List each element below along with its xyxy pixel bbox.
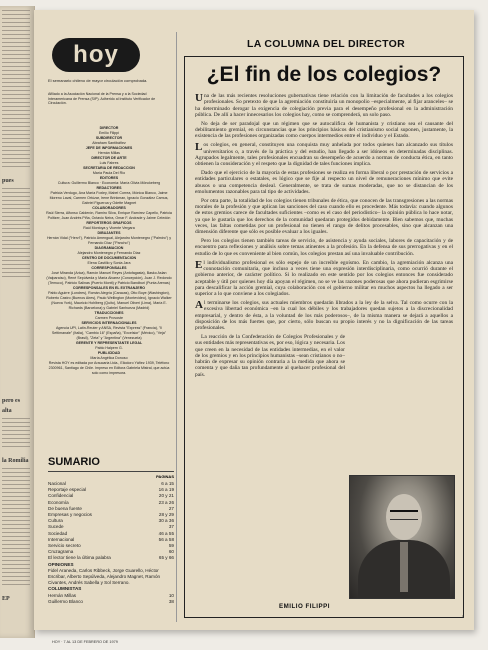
- previous-page-text: [2, 10, 30, 170]
- sumario-page: 28 y 29: [158, 512, 174, 518]
- director-column: [184, 38, 468, 623]
- staff-names: María Paula Del Río: [92, 171, 126, 175]
- staff-entry: [46, 286, 172, 311]
- staff-names: Abraham Santibáñez: [92, 141, 126, 145]
- previous-page-fragment: la Romilia: [2, 458, 29, 464]
- article-box: [184, 56, 464, 618]
- photo-glasses: [390, 510, 418, 520]
- staff-role: CENTRO DE DOCUMENTACION: [81, 256, 137, 260]
- staff-entry: [46, 351, 172, 361]
- staff-entry: [46, 136, 172, 146]
- article-paragraph: Pero los colegios tienen también tareas de servicio, de asistencia y ayuda sociales, labores de capacitación y de encuentro para reflexiones y análisis sobre temas atinentes a la profesión. En la defensa de sus prerrogativas y en el estudio de lo que es conveniente al bien común, los colegios prestan así una invaluable contribución.: [195, 238, 453, 257]
- article-paragraph: Los colegios, en general, constituyen una conquista muy anhelada por todos quienes han alcanzado sus títulos universitarios o, a través de la práctica y del estudio, han llegado a ser idóneos en determinadas disciplinas. Agrupados legalmente, tales profesionales encuadran su desempeño de acuerdo a normas de conducta ética, en tanto obtienen la consideración y el respeto que la dignidad de tales funciones implica.: [195, 141, 453, 168]
- sumario-pages-label: PAGINAS: [156, 474, 174, 479]
- staff-names: Emilio Filippi: [98, 131, 120, 135]
- sumario-list: [48, 481, 174, 605]
- sumario-page: 38: [168, 598, 174, 604]
- previous-page-fragment: EP: [2, 596, 10, 602]
- staff-role: CORRESPONSALES EN EL EXTRANJERO: [72, 286, 146, 290]
- staff-names: María Angélica Donoso: [90, 356, 128, 360]
- previous-page-fragment: alta: [2, 408, 12, 414]
- sumario-page: 46 a 55: [158, 530, 174, 536]
- previous-page-fragment: pues: [2, 178, 14, 184]
- sumario-row: [48, 599, 174, 605]
- staff-names: Alejandro Montenegro y Fernando Díaz: [77, 251, 141, 255]
- sumario-label: Empresas y negocios: [48, 512, 92, 518]
- sumario-label: Cruzagrama: [48, 549, 74, 555]
- staff-entry: [46, 266, 172, 286]
- previous-page-fragment: pero es: [2, 398, 21, 404]
- previous-page-text: [2, 418, 30, 448]
- staff-names: Revista HOY es editada por Araucaria Ltda., Eliodoro Yáñez 1939, Teléfono 2300961, Santiago de Chile. Impreso en Editora Gabriela Mistral, que actúa solo como impresora.: [48, 361, 170, 375]
- hoy-logo: hoy: [52, 38, 140, 72]
- staff-names: Cultura: Guillermo Blanco · Economía: María Olivia Mönckeberg: [57, 181, 161, 185]
- sumario-label: El lector tiene la última palabra: [48, 555, 111, 561]
- staff-entry: [46, 186, 172, 206]
- staff-entry: [46, 176, 172, 186]
- sumario-label: Cultura: [48, 518, 63, 524]
- sumario-title: SUMARIO: [48, 456, 100, 468]
- staff-entry: [46, 206, 172, 221]
- staff-entry: [46, 126, 172, 136]
- article-paragraph: No deja de ser paradojal que un régimen que se autocalifica de humanista y cristiano sea el causante del debilitamiento gremial, en circunstancias que los principios básicos del cristianismo social suponen, justamente, la existencia de las profesiones organizadas como cuerpos intermedios entre el individuo y el Estado.: [195, 120, 453, 140]
- article-body: [195, 93, 453, 381]
- staff-names: Raúl Sierra, Alfonso Calderón, Ramiro Silva, Enrique Ramírez Capello, Patricia Politzer, Juan Andrés Piña, Octavio Neira, Omar F. Andrade y Jaime Celedón: [46, 211, 172, 220]
- sumario-divider: [48, 471, 174, 472]
- sumario-label: Confidencial: [48, 493, 74, 499]
- column-kicker: LA COLUMNA DEL DIRECTOR: [247, 38, 405, 50]
- staff-role: JEFE DE INFORMACIONES: [85, 146, 133, 150]
- sumario-label: Fidel Araneda, Carlos Ribbeck, Jorge Guarello, Héctor Escribar, Alberto Sepúlveda, Alejandro Magnet, Ramón Civantes, Andrés Sabella y Sol Serrano.: [48, 567, 161, 586]
- sumario-page: 60: [168, 549, 174, 555]
- sumario-page: 65 y 66: [158, 555, 174, 561]
- sumario-page: 30 a 36: [158, 518, 174, 524]
- author-photo: [349, 475, 455, 599]
- staff-role: GERENTE Y REPRESENTANTE LEGAL: [75, 341, 143, 345]
- masthead-column: [42, 38, 174, 644]
- sumario-label: Internacional: [48, 536, 75, 542]
- sumario-page: 27: [168, 505, 174, 511]
- staff-names: Carmen Provoste: [95, 316, 123, 320]
- previous-page-text: [2, 468, 30, 588]
- article-paragraph: Una de las más recientes resoluciones gubernativas tiene relación con la limitación de facultades a los colegios profesionales. So pretexto de que la agremiación constituiría un monopolio –especialmente, al fijar aranceles– se ha determinado derogar la exigencia de colegiación previa para el desempeño profesional en la administración pública. De allí a hacer innecesarios los colegios hay, como se comprenderá, un solo paso.: [195, 92, 453, 118]
- staff-role: REPORTEROS GRAFICOS: [86, 221, 132, 225]
- staff-entry: [46, 321, 172, 341]
- staff-names: Pablo Halpern G.: [95, 346, 123, 350]
- staff-entry: [46, 156, 172, 166]
- staff-role: DIRECTOR DE ARTE: [91, 156, 127, 160]
- photo-tie: [400, 542, 408, 592]
- article-paragraph: Dado que el ejercicio de la mayoría de estas profesiones se realiza en forma liberal o por prestación de servicios a entidades particulares o estatales, es lógico que se fije al respecto un nivel de remuneraciones mínimo que evite abusos o una competencia desleal. Generalmente, se trata de sumas moderadas, que no se distancian de los emolumentos razonables para tal tipo de actividades.: [195, 170, 453, 195]
- staff-names: Raúl Montoya y Vicente Vergara: [83, 226, 135, 230]
- sumario-label: Economía: [48, 499, 69, 505]
- column-divider: [176, 32, 177, 622]
- staff-entry: [46, 311, 172, 321]
- sumario-label: Guillermo Blanco: [48, 598, 83, 604]
- staff-names: José Miranda (Arica), Ramón Manuel Reyes (Antofagasta), Basko Aslan (Valparaíso), René Sepúlveda y María Alvarez (Concepción), Juan J. Redondo (Temuco), Patricio Salinas (Puerto Montt) y Patricio Bandburi (Punta Arenas): [46, 271, 172, 285]
- tagline: El semanario chileno de mayor circulación comprobada.: [48, 78, 148, 83]
- sumario-page: 56 a 58: [158, 536, 174, 542]
- staff-entry: [46, 221, 172, 231]
- article-paragraph: Por otra parte, la totalidad de los colegios tienen tribunales de ética, que conocen de las transgresiones a las normas morales de la profesión y que aplican las sanciones del caso cuando ello es procedente. Más todavía: cuando algunos de estos gremios carece de facultades suficientes –como es el caso del periodístico– la opinión pública lo hace notar, ya que le gustaría que los derechos de la comunidad quedaran protegidos debidamente. Bien sabemos que, muchas veces, las faltas cometidas por un profesional no tienen el rango de delitos procesables, sino que alcanzan una dimensión diferente que sólo es posible evaluar a los iguales.: [195, 197, 453, 236]
- sumario-label: COLUMNISTAS: [48, 586, 82, 592]
- sumario-label: Nacional: [48, 481, 66, 486]
- issue-footer: HOY · 7 AL 13 DE FEBRERO DE 1979: [52, 640, 118, 644]
- previous-page-text: [2, 188, 30, 278]
- staff-names: Hernán Millas: [98, 151, 120, 155]
- sumario-page: 20 y 21: [158, 493, 174, 499]
- sumario-page: 16 a 19: [158, 487, 174, 493]
- article-paragraph: El individualismo profesional es sólo espejo de un increíble egoísmo. En cambio, la agremiación alcanza una connotación comunitaria, que incluso a veces tiene una expresión interdisciplinaria, como ocurrió durante el gobierno anterior, de carácter político. Si lo realizado en este sentido por los colegios entonces fue considerado aceptable y útil por quienes hoy día apoyan el régimen, no se ve las razones poderosas que ahora pudieran esgrimirse para descalificar la acción gremial, cuya colaboración con el gobierno militar en muchos aspectos ha llegado a ser superior a lo que conviene a los colegiados.: [195, 258, 453, 298]
- staff-entry: [46, 231, 172, 246]
- staff-role: SECRETARIA DE REDACCION: [83, 166, 135, 170]
- sumario-row: [48, 568, 174, 587]
- sumario-label: OPINIONES: [48, 561, 74, 567]
- staff-entry: [46, 246, 172, 256]
- sumario-page: 6 a 15: [161, 481, 174, 486]
- staff-names: Elena Castillo y Sonia Jara: [87, 261, 131, 265]
- sumario-page: 23 a 26: [158, 499, 174, 505]
- staff-names: Patricia Verdugo, Ana María Foxley, Mabel Correa, Mónica Blanco, Jaime Moreno Laval, Carmen Ortúzar, Irene Brinkman, Ignacio González Camus, Gabriel Figueroa y Odette Magnet: [49, 191, 169, 205]
- affiliations: Afiliado a la Asociación Nacional de la Prensa y a la Sociedad Interamericana de Prensa (SIP). Adherido al Instituto Verificador de Circulación.: [48, 92, 156, 105]
- magazine-page: [34, 10, 474, 644]
- staff-role: TRADUCCIONES: [94, 311, 124, 315]
- staff-entry: [46, 256, 172, 266]
- staff-list: [46, 126, 172, 376]
- staff-entry: [46, 341, 172, 351]
- sumario-label: Reportaje especial: [48, 487, 87, 493]
- staff-role: PUBLICIDAD: [97, 351, 121, 355]
- staff-role: COLABORADORES: [92, 206, 126, 210]
- page-number: 5: [462, 614, 465, 619]
- staff-role: DIBUJANTES: [97, 231, 121, 235]
- sumario-page: 10: [168, 592, 174, 598]
- sumario-page: 37: [168, 524, 174, 530]
- staff-role: REDACTORES: [96, 186, 122, 190]
- staff-names: Luis Fabres: [99, 161, 119, 165]
- article-paragraph: Al terminarse los colegios, sus actuales miembros quedarán librados a la ley de la selva. Tal como ocurre con la excesiva libertad económica –en la cual los débiles y los trabajadores quedan sujetos a la discrecionalidad empresarial, y dentro de ésta, a la voluntad de los más poderosos–, de la misma manera se dejará a aquellos a disposición de los más fuertes que, por cierto, sólo buscan su propio interés y no la dignificación de las tareas profesionales.: [195, 299, 453, 332]
- staff-role: SERVICIOS INTERNACIONALES: [81, 321, 137, 325]
- staff-role: DIRECTOR: [99, 126, 119, 130]
- staff-names: Pablo Aguirre (Londres), Román Alegría (Caracas), Otto Boye (Washington), Roberto Castro (Buenos Aires), Paulo Wellington (Montevideo), Ignacio Walker (Nueva York), Mauricio Hohlberg (Quito), Manuel Oliveri (Lima), María E. Richards (Barcelona) y Gabriel Sanhueza (Madrid): [46, 291, 172, 310]
- sumario-label: Servicio secreto: [48, 543, 81, 549]
- sumario-label: Hernán Millas: [48, 592, 77, 598]
- article-paragraph: La reacción de la Confederación de Colegios Profesionales y de sus entidades más representativas es, por eso, lógica y necesaria. Los que creen en la necesidad de las entidades intermedias, en el valor de los gremios y en los principios humanistas –sean cristianos o no– habrán de expresar su opinión contraria a la medida que ahora se comenta y que daña tan profundamente al quehacer profesional del país.: [195, 334, 345, 378]
- sumario-label: Sociedad: [48, 530, 68, 536]
- staff-role: DIAGRAMACION: [94, 246, 124, 250]
- sumario-label: Sucede: [48, 524, 64, 530]
- staff-role: SUBDIRECTOR: [95, 136, 123, 140]
- staff-entry: [46, 166, 172, 176]
- sumario-label: De buena fuente: [48, 505, 82, 511]
- sumario-page: 59: [168, 543, 174, 549]
- staff-names: Agencia UPI, Latin-Reuter y ANSA, Revista "Express" (Francia), "Il Settimanale" (Italia), "Cambio 16" (España), "Excelsior" (México), "Veja" (Brasil), "Zeta" y "Argentina" (Venezuela): [51, 326, 167, 340]
- previous-page-edge: [0, 6, 35, 638]
- staff-entry: [46, 146, 172, 156]
- staff-entry: [46, 361, 172, 376]
- staff-role: CORRESPONSALES: [91, 266, 127, 270]
- staff-role: EDITORES: [99, 176, 119, 180]
- staff-names: Hernán Vidal ("Hervi"), Patricio Amengual, Alejandro Montenegro ("Palmiro") y Fernando Díaz ("Pancho"): [46, 236, 172, 245]
- article-byline: EMILIO FILIPPI: [279, 603, 331, 610]
- article-headline: ¿El fin de los colegios?: [206, 63, 442, 86]
